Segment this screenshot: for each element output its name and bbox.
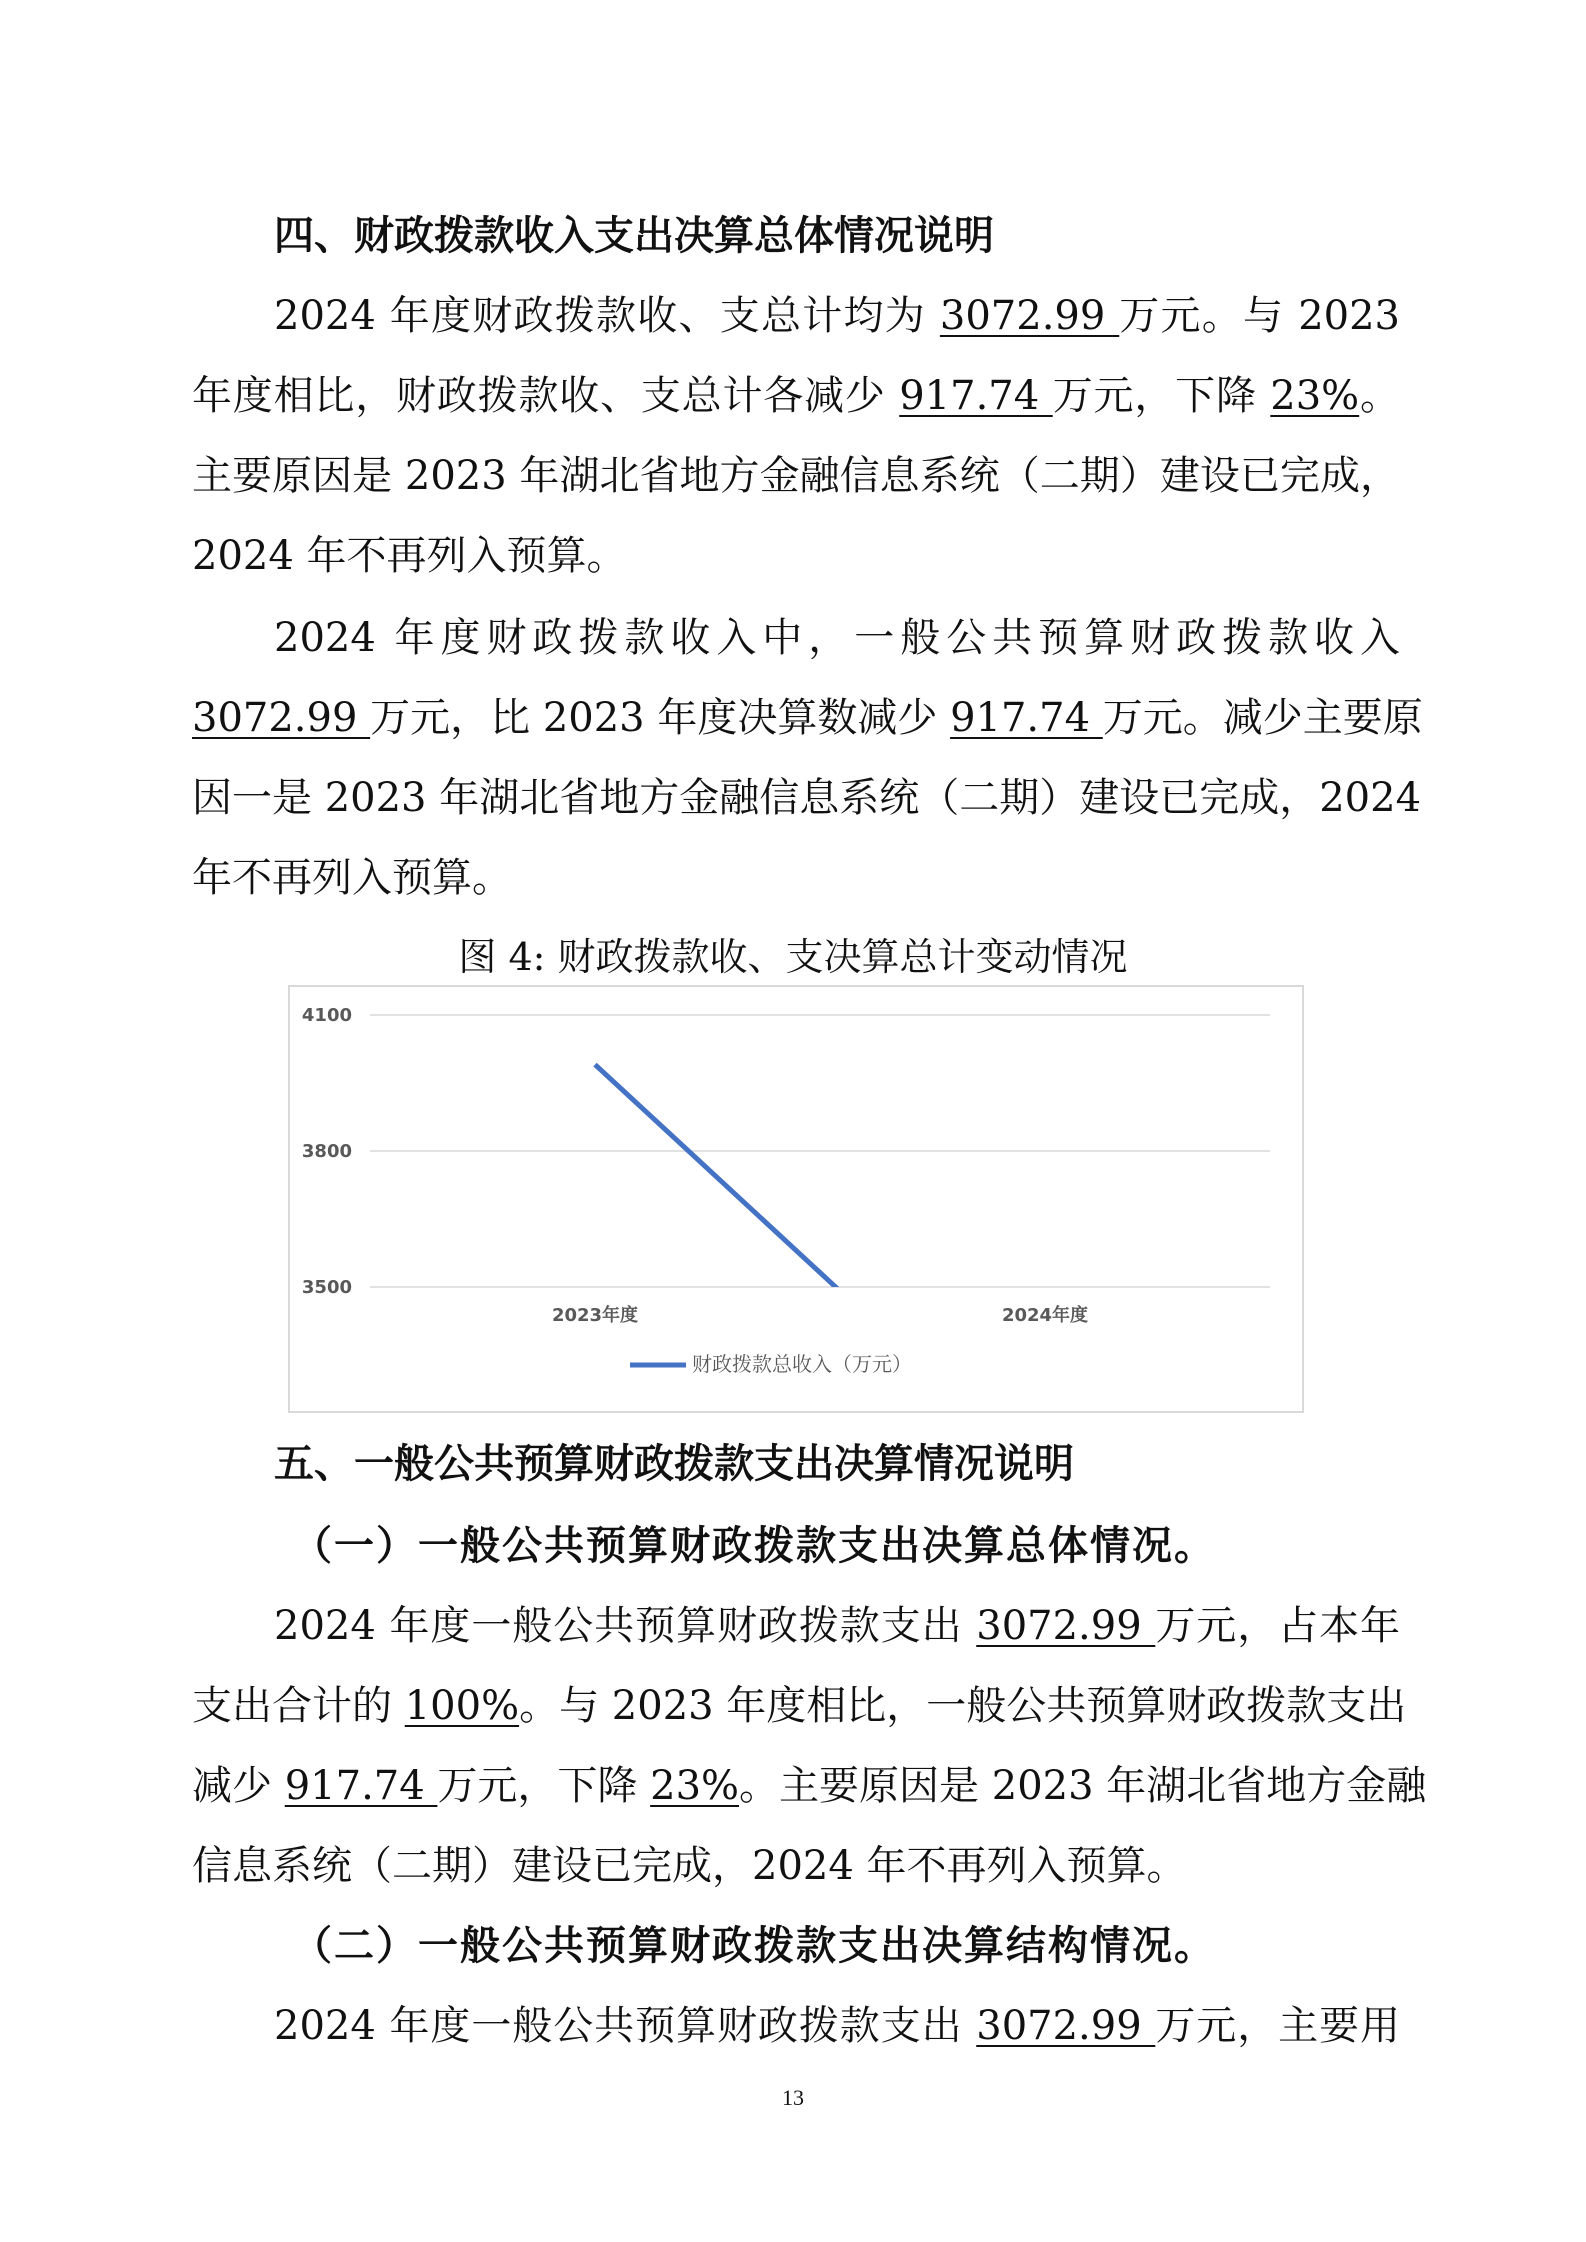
percent-decrease: 23% [650, 1763, 740, 1809]
section-5-paragraph-1 [192, 1586, 1427, 1906]
paragraph-line: 支出合计的 100%。与 2023 年度相比，一般公共预算财政拨款支出 [192, 1683, 1407, 1729]
amount-decrease: 917.74 [899, 373, 1053, 419]
section-5-paragraph-2 [192, 1986, 1400, 2066]
y-tick-label: 3500 [301, 1277, 352, 1298]
paragraph-line: 信息系统（二期）建设已完成，2024 年不再列入预算。 [192, 1843, 1187, 1889]
paragraph-line: 2024 年度财政拨款收入中，一般公共预算财政拨款收入 [274, 615, 1400, 661]
chart-canvas [290, 987, 1302, 1411]
paragraph-line: 年不再列入预算。 [192, 855, 512, 901]
page-number: 13 [782, 2085, 804, 2110]
amount-decrease: 917.74 [284, 1763, 438, 1809]
paragraph-line: 2024 年不再列入预算。 [192, 533, 627, 579]
line-chart [288, 985, 1304, 1413]
legend-label: 财政拨款总收入（万元） [692, 1352, 912, 1376]
section-5-heading: 五、一般公共预算财政拨款支出决算情况说明 [274, 1441, 1074, 1487]
section-4-heading: 四、财政拨款收入支出决算总体情况说明 [274, 213, 994, 259]
paragraph-line: 减少 917.74 万元，下降 23%。主要原因是 2023 年湖北省地方金融 [192, 1763, 1427, 1809]
paragraph-line: 年度相比，财政拨款收、支总计各减少 917.74 万元，下降 23%。 [192, 373, 1400, 419]
amount-expenditure: 3072.99 [976, 1603, 1156, 1649]
paragraph-line: 3072.99 万元，比 2023 年度决算数减少 917.74 万元。减少主要原 [192, 695, 1423, 741]
paragraph-line: 主要原因是 2023 年湖北省地方金融信息系统（二期）建设已完成， [192, 453, 1400, 499]
subsection-2-heading: （二）一般公共预算财政拨款支出决算结构情况。 [292, 1922, 1216, 1969]
y-tick-label: 4100 [301, 1005, 352, 1026]
x-tick-label: 2023年度 [551, 1305, 639, 1326]
paragraph-line: 因一是 2023 年湖北省地方金融信息系统（二期）建设已完成，2024 [192, 775, 1422, 821]
amount-income: 3072.99 [192, 695, 371, 741]
y-tick-label: 3800 [301, 1141, 352, 1162]
percent-decrease: 23% [1270, 373, 1360, 419]
subsection-1-heading: （一）一般公共预算财政拨款支出决算总体情况。 [292, 1522, 1216, 1569]
section-4-paragraph-2 [192, 598, 1423, 918]
amount-decrease: 917.74 [950, 695, 1103, 741]
x-tick-label: 2024年度 [1001, 1305, 1089, 1326]
section-4-paragraph-1 [192, 276, 1400, 596]
paragraph-line: 2024 年度财政拨款收、支总计均为 3072.99 万元。与 2023 [274, 293, 1400, 339]
paragraph-line: 2024 年度一般公共预算财政拨款支出 3072.99 万元，主要用 [274, 2003, 1401, 2049]
amount-expenditure: 3072.99 [976, 2003, 1156, 2049]
figure-caption: 图 4: 财政拨款收、支决算总计变动情况 [458, 935, 1128, 979]
paragraph-line: 2024 年度一般公共预算财政拨款支出 3072.99 万元，占本年 [274, 1603, 1401, 1649]
amount-total: 3072.99 [939, 293, 1120, 339]
percent-share: 100% [404, 1683, 520, 1729]
